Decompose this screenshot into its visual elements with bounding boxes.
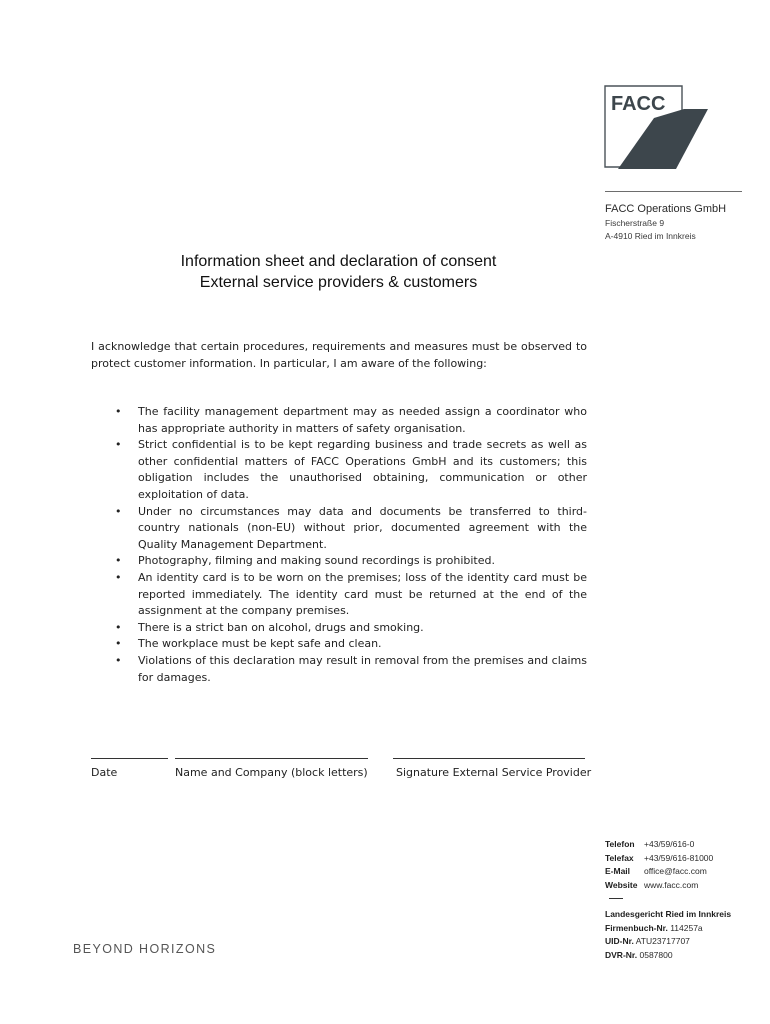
document-title (90, 251, 587, 293)
contact-website (605, 879, 731, 893)
list-item (91, 437, 587, 503)
title-line-1: Information sheet and declaration of consent (180, 253, 497, 270)
list-item (91, 653, 587, 686)
uid-value: ATU23717707 (635, 936, 690, 946)
list-item-text: Violations of this declaration may result in removal from the premises and claims for damages. (138, 653, 587, 684)
list-item-text: The workplace must be kept safe and clean. (138, 637, 382, 651)
website-value: www.facc.com (644, 879, 699, 890)
signature-label: Signature External Service Provider (396, 766, 592, 779)
list-item-text: There is a strict ban on alcohol, drugs and smoking. (138, 620, 424, 634)
list-item (91, 404, 587, 437)
dvr-info (605, 949, 731, 963)
name-company-field[interactable] (175, 758, 368, 779)
list-item (91, 636, 587, 653)
company-city: A-4910 Ried im Innkreis (605, 231, 696, 241)
uid-info (605, 935, 731, 949)
phone-key: Telefon (605, 839, 635, 849)
bullet-icon: • (115, 570, 122, 584)
bullet-icon: • (115, 637, 122, 651)
signature-field[interactable] (393, 758, 592, 779)
list-item (91, 620, 587, 637)
fax-key: Telefax (605, 852, 634, 863)
court-info (605, 908, 731, 922)
court-value: Landesgericht Ried im Innkreis (605, 909, 732, 919)
company-divider (605, 191, 742, 192)
signature-line (393, 758, 585, 759)
bullet-icon: • (115, 620, 122, 634)
date-field[interactable] (91, 758, 168, 779)
list-item-text: Photography, filming and making sound recordings is prohibited. (138, 554, 495, 568)
uid-key: UID-Nr. (605, 936, 634, 946)
list-item-text: Under no circumstances may data and documents be transferred to third-country nationals (non-EU) without prior, documented agreement with the Quality Management Department. (138, 504, 587, 551)
bullet-icon: • (115, 438, 122, 452)
email-value: office@facc.com (644, 866, 707, 876)
fax-value: +43/59/616-81000 (644, 852, 714, 863)
contact-block (605, 838, 731, 962)
facc-logo (604, 85, 710, 169)
register-info (605, 922, 731, 936)
bullet-icon: • (115, 405, 122, 418)
register-value: 114257a (670, 922, 703, 933)
website-key: Website (605, 879, 638, 890)
obligations-list (91, 404, 587, 686)
name-company-line (175, 758, 368, 759)
list-item (91, 553, 587, 570)
title-line-2: External service providers & customers (199, 274, 478, 291)
contact-phone (605, 838, 731, 852)
company-name: FACC Operations GmbH (605, 203, 727, 215)
beyond-horizons-tagline: BEYOND HORIZONS (73, 942, 217, 956)
phone-value: +43/59/616-0 (644, 839, 695, 849)
intro-paragraph: I acknowledge that certain procedures, requirements and measures must be observed to protect customer information. In particular, I am aware of the following: (91, 340, 587, 370)
contact-fax (605, 852, 731, 866)
list-item-text: The facility management department may as needed assign a coordinator who has appropriate authority in matters of safety organisation. (138, 405, 587, 435)
dvr-key: DVR-Nr. (605, 949, 638, 960)
date-line (91, 758, 168, 759)
dvr-value: 0587800 (639, 949, 673, 960)
company-block (605, 191, 742, 243)
list-item (91, 504, 587, 554)
list-item-text: An identity card is to be worn on the premises; loss of the identity card must be reported immediately. The identity card must be returned at the end of the assignment at the company premises. (138, 570, 587, 618)
contact-email (605, 865, 731, 879)
list-item (91, 570, 587, 620)
logo-text: FACC (611, 93, 666, 115)
name-company-label: Name and Company (block letters) (175, 766, 368, 779)
company-street: Fischerstraße 9 (605, 218, 665, 228)
bullet-icon: • (115, 653, 122, 667)
register-key: Firmenbuch-Nr. (605, 922, 668, 933)
list-item-text: Strict confidential is to be kept regarding business and trade secrets as well as other confidential matters of FACC Operations GmbH and its customers; this obligation includes the unauthorised obtaining, communication or other exploitation of data. (138, 438, 587, 501)
date-label: Date (91, 766, 118, 779)
bullet-icon: • (115, 504, 122, 518)
contact-separator (609, 898, 623, 899)
email-key: E-Mail (605, 866, 631, 876)
bullet-icon: • (115, 554, 122, 568)
